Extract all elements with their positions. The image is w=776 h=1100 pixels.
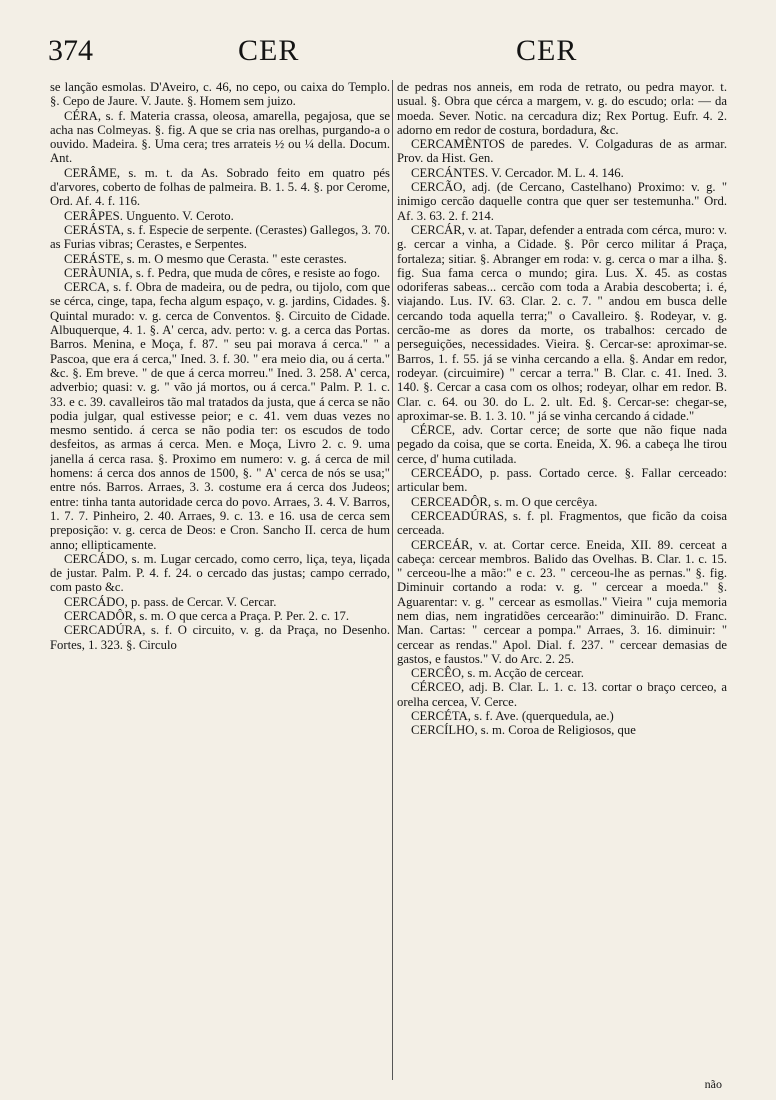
left-column [50, 80, 390, 1090]
entry-cercadura: CERCADÚRA, s. f. O circuito, v. g. da Praça, no Desenho. Fortes, 1. 323. §. Circulo [50, 623, 390, 652]
column-divider [392, 80, 393, 1080]
entry-cerapes: CERÂPES. Unguento. V. Ceroto. [64, 208, 234, 223]
catchword: não [704, 1077, 722, 1091]
entry-cerce: CÉRCE, adv. Cortar cerce; de sorte que não fique nada pegado da coisa, que se corta. Eneida, X. 96. a cabeça lhe tirou cerce, d' huma cutilada. [397, 423, 727, 466]
entry-cercar: CERCÁR, v. at. Tapar, defender a entrada com cérca, muro: v. g. cercar a vinha, a Cidade. §. Pôr cerco militar á Praça, fortaleza; sitiar. §. Abranger em roda: v. g. cerca o mar a ilha. §. fig. Sua fama cerca o mundo; gira. Lus. X. 45. as costas odoriferas sabeas... cercão com toda a Arabia descoberta; i. é, viajando. Lus. IV. 63. Clar. 2. c. 7. " andou em busca delle cercando toda aquella terra;" o Cavalleiro. §. Rodeyar, v. g. cercão-me as dores da morte, os trabalhos: cercado de perseguições, necessidades. Vieira. §. Cercar-se: aproximar-se. Barros, 1. f. 55. já se vinha cercando a ella. §. Andar em redor, rodeyar. (circuimire) " cercar a terra." B. Clar. c. 41. Ined. 3. 140. §. Cercar a casa com os olhos; rodeyar, olhar em redor. B. Clar. c. 64. ou 30. do L. 2. ult. Ed. §. Cercar-se: chegar-se, aproximar-se. B. 1. 3. 10. " já se vinha cercando á cidade." [397, 222, 727, 423]
entry-continuation: de pedras nos anneis, em roda de retrato, ou pedra mayor. t. usual. §. Obra que cérca a margem, v. g. do escudo; orla: — da moeda. Sever. Notic. na cercadura diz; Rex Portug. Eufr. 4. 2. adorno em redor de costura, bordadura, &c. [397, 80, 727, 137]
entry-cerceo-noun: CERCÊO, s. m. Acção de cercear. [411, 666, 584, 681]
entry-cercilho: CERCÍLHO, s. m. Coroa de Religiosos, que [411, 723, 636, 738]
entry-cerceta: CERCÉTA, s. f. Ave. (querquedula, ae.) [411, 709, 614, 724]
entry-ceraunia: CERÀUNIA, s. f. Pedra, que muda de côres, e resiste ao fogo. [64, 265, 381, 280]
entry-cera: CÉRA, s. f. Materia crassa, oleosa, amarella, pegajosa, que se acha nas Colmeyas. §. fig. A que se cria nas orelhas, purgando-a o ouvido. Madeira. §. Uma cera; tres arrateis ½ ou ¼ della. Docum. Ant. [50, 108, 390, 166]
page-number: 374 [48, 34, 93, 67]
left-running-head: CER [238, 34, 300, 67]
entry-cerame: CERÂME, s. m. t. da As. Sobrado feito em quatro pés d'arvores, coberto de folhas de palmeira. B. 1. 5. 4. §. por Cerome, Ord. Af. 4. f. 116. [50, 165, 390, 209]
right-column [397, 80, 727, 1090]
entry-cercado-participle: CERCÁDO, p. pass. de Cercar. V. Cercar. [64, 594, 277, 609]
entry-cercamentos: CERCAMÈNTOS de paredes. V. Colgaduras de as armar. Prov. da Hist. Gen. [397, 137, 727, 166]
entry-cerca: CERCA, s. f. Obra de madeira, ou de pedra, ou tijolo, com que se cérca, cinge, tapa, fecha algum espaço, v. g. jardins, Cidades. §. Quintal murado: v. g. cerca de Conventos. §. Circuito de Cidade. Albuquerque, 4. 1. §. A' cerca, adv. perto: v. g. a cerca das Portas. Barros. Menina, e Moça, f. 87. " seu pai morava á cerca." " a Pascoa, que era á cerca," Ined. 3. f. 30. " era meio dia, ou á certa." &c. §. Em breve. " de que á cerca morreu." Ined. 3. 258. A' cerca, adverbio; quasi: v. g. " vão já mortos, ou á cerca." Palm. P. 1. c. 33. e c. 39. cavalleiros tão mal tratados da justa, que á cerca se não podia julgar, qual estivesse peior; e c. 41. vem duas vezes no mesmo sentido. á cerca se não podia ter: os escudos de todo desfeitos, as armas á cerca. Men. e Moça, Livro 2. c. 9. uma janella á cerca rasa. §. Proximo em numero: v. g. á cerca de mil homens: á cerca dos annos de 1500, §. " A' cerca de nós se usa;" entre nós. Barros. Arraes, 3. 3. costume era á cerca dos Judeos; entre: tinha tanta autoridade cerca do povo. Arraes, 3. 4. V. Barros, 1. 7. 7. Pinheiro, 2. 40. Arraes, 9. c. 13. e 16. usa de cerca sem preposição: v. g. cerca de Deos: e Cron. Sancho II. cerca de hum anno; ellipticamente. [50, 280, 390, 552]
entry-continuation: se lanção esmolas. D'Aveiro, c. 46, no cepo, ou caixa do Templo. §. Cepo de Jaure. V. Jaute. §. Homem sem juizo. [50, 80, 390, 109]
entry-cerceo-adj: CÉRCEO, adj. B. Clar. L. 1. c. 13. cortar o braço cerceo, a orelha cercea, V. Cerce. [397, 680, 727, 709]
entry-cercado-noun: CERCÁDO, s. m. Lugar cercado, como cerro, liça, teya, liçada de justar. Palm. P. 4. f. 24. o cercado das justas; campo cerrado, com pasto &c. [50, 551, 390, 595]
right-running-head: CER [516, 34, 578, 67]
page-header [48, 30, 728, 72]
entry-cercador: CERCADÔR, s. m. O que cerca a Praça. P. Per. 2. c. 17. [64, 608, 350, 623]
entry-cerceado: CERCEÁDO, p. pass. Cortado cerce. §. Fallar cerceado: articular bem. [397, 466, 727, 495]
entry-cercear: CERCEÁR, v. at. Cortar cerce. Eneida, XII. 89. cerceat a cabeça: cercear membros. Balido das Ovelhas. B. Clar. 1. c. 15. " cerceou-lhe a mão:" e c. 23. " cerceou-lhe as pernas." §. fig. Diminuir cortando a roda: v. g. " cercear a moeda." §. Aguarentar: v. g. " cercear as esmollas." Vieira " cuja memoria nem dias, nem ingratidões cercearão:" diminuirão. D. Franc. Man. Cartas: " cercear a pompa." Arraes, 3. 16. diminuir: " cercear as rendas." Apol. Dial. f. 237. " cercear demasias de gastos, e faustos." V. do Arc. 2. 25. [397, 537, 727, 666]
entry-ceraste: CERÁSTE, s. m. O mesmo que Cerasta. " este cerastes. [64, 251, 347, 266]
entry-cerceador: CERCEADÔR, s. m. O que cercêya. [411, 494, 598, 509]
entry-cercantes: CERCÁNTES. V. Cercador. M. L. 4. 146. [411, 165, 624, 180]
entry-cercao: CERCÃO, adj. (de Cercano, Castelhano) Proximo: v. g. " inimigo cercão daquelle contra que quer ser testemunha." Ord. Af. 3. 63. 2. f. 214. [397, 180, 727, 223]
entry-cerceaduras: CERCEADÚRAS, s. f. pl. Fragmentos, que ficão da coisa cerceada. [397, 508, 727, 538]
entry-cerasta: CERÁSTA, s. f. Especie de serpente. (Cerastes) Gallegos, 3. 70. as Furias vibras; Cerastes, e Serpentes. [50, 222, 390, 252]
